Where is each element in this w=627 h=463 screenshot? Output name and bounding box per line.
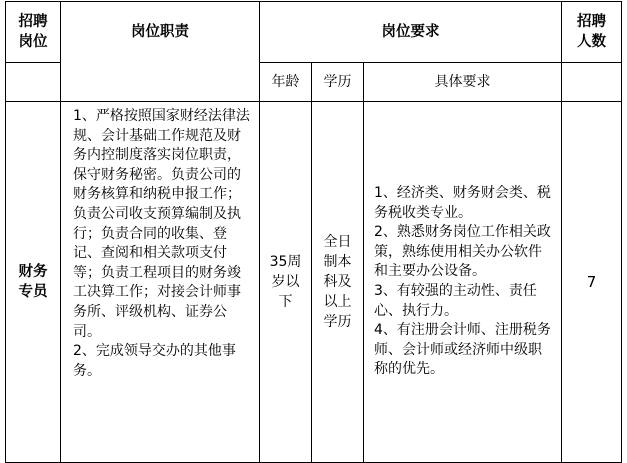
- subheader-empty-left: [6, 63, 61, 102]
- duty-item: 1、严格按照国家财经法律法规、会计基础工作规范及财务内控制度落实岗位职责，保守财务秘密。负责公司的财务核算和纳税申报工作；负责公司收支预算编制及执行；负责合同的收集、登记、查阅和相关款项支付等；负责工程项目的财务竣工决算工作；对接会计师事务所、评级机构、证券公司。: [73, 108, 250, 340]
- header-duties: 岗位职责: [61, 2, 260, 102]
- requirement-item: 2、熟悉财务岗位工作相关政策，熟练使用相关办公软件和主要办公设备。: [374, 224, 551, 280]
- table-row: [6, 102, 622, 463]
- header-recruit-position: 招聘 岗位: [6, 2, 61, 63]
- requirements-cell: [364, 102, 562, 463]
- duty-item: 2、完成领导交办的其他事务。: [73, 343, 236, 379]
- subheader-age: 年龄: [260, 63, 312, 102]
- subheader-specific: 具体要求: [364, 63, 562, 102]
- recruitment-table: [5, 1, 622, 463]
- subheader-education: 学历: [312, 63, 364, 102]
- header-row: [6, 2, 622, 63]
- headcount-cell: 7: [562, 102, 622, 463]
- education-cell: 全日 制本 科及 以上 学历: [312, 102, 364, 463]
- duties-cell: [61, 102, 260, 463]
- age-cell: 35周 岁以 下: [260, 102, 312, 463]
- requirement-item: 1、经济类、财务财会类、税务税收类专业。: [374, 185, 551, 221]
- requirement-item: 4、有注册会计师、注册税务师、会计师或经济师中级职称的优先。: [374, 322, 551, 378]
- position-cell: 财务 专员: [6, 102, 61, 463]
- header-requirements: 岗位要求: [260, 2, 562, 63]
- subheader-empty-right: [562, 63, 622, 102]
- header-headcount: 招聘 人数: [562, 2, 622, 63]
- requirement-item: 3、有较强的主动性、责任心、执行力。: [374, 283, 537, 319]
